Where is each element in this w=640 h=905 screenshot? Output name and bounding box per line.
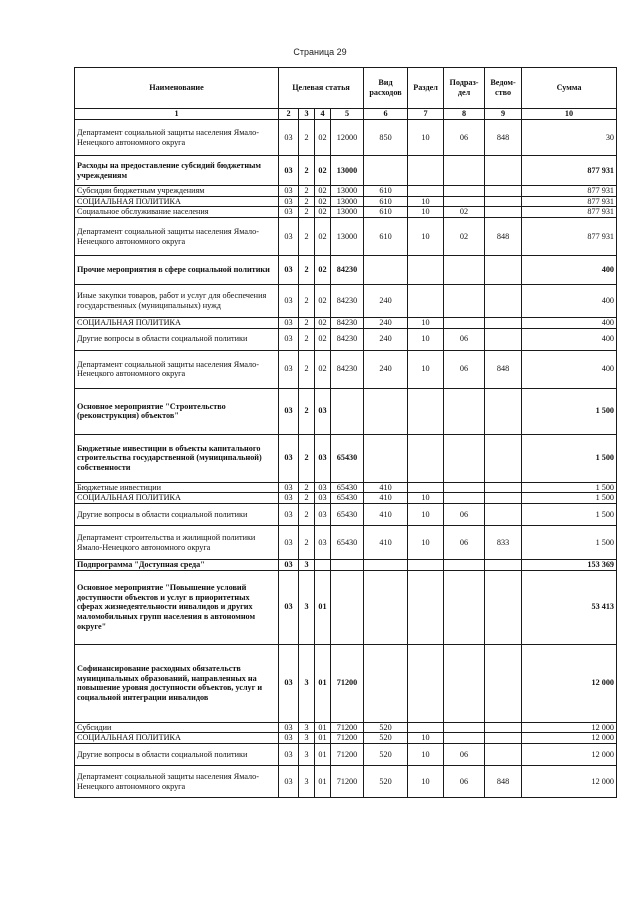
subsection [444, 196, 485, 207]
direction-code: 84230 [331, 328, 364, 350]
direction-code: 13000 [331, 186, 364, 197]
row-name: Подпрограмма "Доступная среда" [75, 560, 279, 571]
section: 10 [408, 196, 444, 207]
expense-type: 520 [364, 722, 408, 733]
subprogram-code: 2 [299, 256, 315, 285]
event-code: 01 [315, 644, 331, 722]
event-code: 02 [315, 120, 331, 156]
table-row [75, 318, 617, 329]
program-code: 03 [279, 504, 299, 526]
row-name: Бюджетные инвестиции в объекты капитального строительства государственной (муниципальной) собственности [75, 434, 279, 482]
section: 10 [408, 766, 444, 798]
direction-code: 84230 [331, 285, 364, 318]
subprogram-code: 2 [299, 526, 315, 560]
header-subsection: Подраз-дел [444, 68, 485, 109]
program-code: 03 [279, 388, 299, 434]
table-row [75, 156, 617, 186]
section [408, 570, 444, 644]
subsection: 02 [444, 207, 485, 218]
section [408, 388, 444, 434]
column-number: 4 [315, 109, 331, 120]
expense-type: 610 [364, 196, 408, 207]
table-row [75, 733, 617, 744]
department-code: 848 [485, 350, 522, 388]
subprogram-code: 2 [299, 504, 315, 526]
expense-type [364, 388, 408, 434]
subprogram-code: 2 [299, 493, 315, 504]
row-name: Основное мероприятие "Повышение условий доступности объектов и услуг в приоритетных сферах жизнедеятельности инвалидов и других маломобильных групп населения в автономном округе" [75, 570, 279, 644]
subprogram-code: 3 [299, 744, 315, 766]
subprogram-code: 2 [299, 350, 315, 388]
subprogram-code: 2 [299, 482, 315, 493]
subsection: 06 [444, 120, 485, 156]
program-code: 03 [279, 120, 299, 156]
row-name: Департамент социальной защиты населения Ямало-Ненецкого автономного округа [75, 350, 279, 388]
expense-type: 240 [364, 318, 408, 329]
event-code: 03 [315, 526, 331, 560]
program-code: 03 [279, 350, 299, 388]
section [408, 560, 444, 571]
header-section: Раздел [408, 68, 444, 109]
row-sum: 12 000 [522, 644, 617, 722]
event-code: 02 [315, 218, 331, 256]
section: 10 [408, 526, 444, 560]
direction-code [331, 560, 364, 571]
table-row [75, 560, 617, 571]
direction-code: 65430 [331, 482, 364, 493]
section: 10 [408, 218, 444, 256]
expense-type: 610 [364, 218, 408, 256]
row-name: Прочие мероприятия в сфере социальной политики [75, 256, 279, 285]
department-code [485, 207, 522, 218]
direction-code: 13000 [331, 207, 364, 218]
table-row [75, 482, 617, 493]
table-row [75, 493, 617, 504]
subprogram-code: 3 [299, 570, 315, 644]
direction-code: 84230 [331, 350, 364, 388]
expense-type: 520 [364, 744, 408, 766]
column-number: 7 [408, 109, 444, 120]
row-sum: 877 931 [522, 218, 617, 256]
expense-type [364, 256, 408, 285]
department-code [485, 560, 522, 571]
table-row [75, 504, 617, 526]
department-code [485, 744, 522, 766]
section [408, 186, 444, 197]
table-row [75, 570, 617, 644]
table-row [75, 388, 617, 434]
table-row [75, 196, 617, 207]
event-code: 02 [315, 285, 331, 318]
subsection [444, 285, 485, 318]
budget-table [74, 67, 617, 798]
table-row [75, 285, 617, 318]
department-code [485, 388, 522, 434]
row-sum: 400 [522, 318, 617, 329]
table-row [75, 328, 617, 350]
row-name: Другие вопросы в области социальной политики [75, 504, 279, 526]
subprogram-code: 2 [299, 285, 315, 318]
section [408, 256, 444, 285]
column-number-row [75, 109, 617, 120]
section: 10 [408, 733, 444, 744]
row-name: Социальное обслуживание населения [75, 207, 279, 218]
expense-type: 520 [364, 766, 408, 798]
program-code: 03 [279, 434, 299, 482]
subsection: 06 [444, 504, 485, 526]
header-department: Ведом-ство [485, 68, 522, 109]
column-number: 9 [485, 109, 522, 120]
row-name: Субсидии бюджетным учреждениям [75, 186, 279, 197]
expense-type [364, 434, 408, 482]
section: 10 [408, 318, 444, 329]
subsection [444, 256, 485, 285]
row-sum: 53 413 [522, 570, 617, 644]
header-name: Наименование [75, 68, 279, 109]
row-name: Бюджетные инвестиции [75, 482, 279, 493]
table-row [75, 120, 617, 156]
section [408, 722, 444, 733]
program-code: 03 [279, 766, 299, 798]
section [408, 434, 444, 482]
subsection [444, 560, 485, 571]
section: 10 [408, 207, 444, 218]
department-code [485, 434, 522, 482]
direction-code: 13000 [331, 218, 364, 256]
section: 10 [408, 120, 444, 156]
expense-type: 410 [364, 493, 408, 504]
row-sum: 12 000 [522, 733, 617, 744]
page-number: Страница 29 [293, 47, 347, 57]
direction-code: 65430 [331, 493, 364, 504]
direction-code: 12000 [331, 120, 364, 156]
row-name: Другие вопросы в области социальной политики [75, 328, 279, 350]
event-code: 02 [315, 186, 331, 197]
row-sum: 1 500 [522, 493, 617, 504]
expense-type: 240 [364, 350, 408, 388]
row-sum: 877 931 [522, 196, 617, 207]
department-code [485, 256, 522, 285]
section [408, 482, 444, 493]
subprogram-code: 2 [299, 434, 315, 482]
program-code: 03 [279, 207, 299, 218]
expense-type: 240 [364, 328, 408, 350]
row-name: Департамент социальной защиты населения Ямало-Ненецкого автономного округа [75, 120, 279, 156]
direction-code: 13000 [331, 196, 364, 207]
row-name: СОЦИАЛЬНАЯ ПОЛИТИКА [75, 733, 279, 744]
department-code [485, 285, 522, 318]
expense-type: 610 [364, 207, 408, 218]
direction-code: 65430 [331, 504, 364, 526]
subsection: 06 [444, 526, 485, 560]
department-code [485, 504, 522, 526]
row-name: Иные закупки товаров, работ и услуг для обеспечения государственных (муниципальных) нужд [75, 285, 279, 318]
table-row [75, 744, 617, 766]
column-number: 3 [299, 109, 315, 120]
subprogram-code: 3 [299, 560, 315, 571]
program-code: 03 [279, 560, 299, 571]
subsection [444, 644, 485, 722]
subsection: 06 [444, 328, 485, 350]
row-name: Департамент социальной защиты населения Ямало-Ненецкого автономного округа [75, 766, 279, 798]
section [408, 285, 444, 318]
section [408, 644, 444, 722]
subsection [444, 722, 485, 733]
table-row [75, 218, 617, 256]
section: 10 [408, 744, 444, 766]
row-sum: 400 [522, 285, 617, 318]
program-code: 03 [279, 733, 299, 744]
table-row [75, 186, 617, 197]
subprogram-code: 2 [299, 196, 315, 207]
row-sum: 153 369 [522, 560, 617, 571]
department-code [485, 733, 522, 744]
department-code: 848 [485, 218, 522, 256]
subsection: 02 [444, 218, 485, 256]
row-name: СОЦИАЛЬНАЯ ПОЛИТИКА [75, 318, 279, 329]
row-name: Субсидии [75, 722, 279, 733]
row-name: Департамент социальной защиты населения Ямало-Ненецкого автономного округа [75, 218, 279, 256]
row-sum: 400 [522, 256, 617, 285]
program-code: 03 [279, 482, 299, 493]
row-sum: 12 000 [522, 722, 617, 733]
subprogram-code: 3 [299, 733, 315, 744]
department-code [485, 722, 522, 733]
event-code: 01 [315, 733, 331, 744]
subsection [444, 493, 485, 504]
subsection [444, 388, 485, 434]
department-code [485, 318, 522, 329]
event-code: 02 [315, 328, 331, 350]
program-code: 03 [279, 722, 299, 733]
row-sum: 12 000 [522, 766, 617, 798]
expense-type [364, 570, 408, 644]
row-name: СОЦИАЛЬНАЯ ПОЛИТИКА [75, 493, 279, 504]
subsection: 06 [444, 350, 485, 388]
subprogram-code: 2 [299, 318, 315, 329]
direction-code: 71200 [331, 744, 364, 766]
subsection [444, 318, 485, 329]
event-code: 03 [315, 482, 331, 493]
row-sum: 1 500 [522, 526, 617, 560]
direction-code: 13000 [331, 156, 364, 186]
program-code: 03 [279, 256, 299, 285]
program-code: 03 [279, 570, 299, 644]
expense-type [364, 560, 408, 571]
department-code [485, 186, 522, 197]
column-number: 6 [364, 109, 408, 120]
row-name: Департамент строительства и жилищной политики Ямало-Ненецкого автономного округа [75, 526, 279, 560]
subprogram-code: 2 [299, 186, 315, 197]
event-code [315, 560, 331, 571]
department-code [485, 644, 522, 722]
department-code [485, 482, 522, 493]
event-code: 03 [315, 434, 331, 482]
subprogram-code: 3 [299, 644, 315, 722]
department-code [485, 570, 522, 644]
subprogram-code: 2 [299, 218, 315, 256]
subprogram-code: 2 [299, 156, 315, 186]
row-sum: 12 000 [522, 744, 617, 766]
column-number: 2 [279, 109, 299, 120]
header-target-article: Целевая статья [279, 68, 364, 109]
row-sum: 30 [522, 120, 617, 156]
row-sum: 1 500 [522, 482, 617, 493]
event-code: 03 [315, 504, 331, 526]
column-number: 10 [522, 109, 617, 120]
subsection [444, 156, 485, 186]
table-row [75, 526, 617, 560]
section: 10 [408, 493, 444, 504]
subprogram-code: 2 [299, 328, 315, 350]
subsection [444, 482, 485, 493]
subsection: 06 [444, 744, 485, 766]
subsection [444, 733, 485, 744]
department-code: 848 [485, 120, 522, 156]
subsection [444, 434, 485, 482]
event-code: 02 [315, 196, 331, 207]
row-name: Расходы на предоставление субсидий бюджетным учреждениям [75, 156, 279, 186]
program-code: 03 [279, 218, 299, 256]
row-name: Основное мероприятие "Строительство (реконструкция) объектов" [75, 388, 279, 434]
section: 10 [408, 504, 444, 526]
program-code: 03 [279, 493, 299, 504]
program-code: 03 [279, 196, 299, 207]
program-code: 03 [279, 318, 299, 329]
expense-type: 850 [364, 120, 408, 156]
program-code: 03 [279, 285, 299, 318]
event-code: 01 [315, 766, 331, 798]
department-code [485, 156, 522, 186]
direction-code: 65430 [331, 526, 364, 560]
expense-type: 520 [364, 733, 408, 744]
event-code: 02 [315, 156, 331, 186]
subsection [444, 186, 485, 197]
row-sum: 400 [522, 328, 617, 350]
department-code: 833 [485, 526, 522, 560]
row-sum: 1 500 [522, 388, 617, 434]
program-code: 03 [279, 526, 299, 560]
expense-type: 410 [364, 482, 408, 493]
direction-code: 65430 [331, 434, 364, 482]
subprogram-code: 3 [299, 766, 315, 798]
event-code: 01 [315, 570, 331, 644]
column-number: 8 [444, 109, 485, 120]
column-number: 1 [75, 109, 279, 120]
event-code: 03 [315, 493, 331, 504]
direction-code: 71200 [331, 722, 364, 733]
row-sum: 1 500 [522, 504, 617, 526]
program-code: 03 [279, 156, 299, 186]
event-code: 03 [315, 388, 331, 434]
subsection: 06 [444, 766, 485, 798]
direction-code [331, 388, 364, 434]
expense-type: 610 [364, 186, 408, 197]
expense-type: 410 [364, 526, 408, 560]
department-code [485, 196, 522, 207]
department-code: 848 [485, 766, 522, 798]
subsection [444, 570, 485, 644]
department-code [485, 493, 522, 504]
row-name: Другие вопросы в области социальной политики [75, 744, 279, 766]
table-row [75, 256, 617, 285]
section: 10 [408, 328, 444, 350]
event-code: 01 [315, 744, 331, 766]
event-code: 01 [315, 722, 331, 733]
table-row [75, 207, 617, 218]
subprogram-code: 2 [299, 120, 315, 156]
subprogram-code: 3 [299, 722, 315, 733]
subprogram-code: 2 [299, 388, 315, 434]
program-code: 03 [279, 744, 299, 766]
header-expense-type: Вид расходов [364, 68, 408, 109]
table-row [75, 350, 617, 388]
expense-type: 410 [364, 504, 408, 526]
header-sum: Сумма [522, 68, 617, 109]
expense-type [364, 644, 408, 722]
table-row [75, 766, 617, 798]
table-row [75, 434, 617, 482]
direction-code: 71200 [331, 766, 364, 798]
program-code: 03 [279, 328, 299, 350]
direction-code [331, 570, 364, 644]
row-sum: 400 [522, 350, 617, 388]
direction-code: 71200 [331, 644, 364, 722]
program-code: 03 [279, 644, 299, 722]
table-row [75, 722, 617, 733]
table-row [75, 644, 617, 722]
row-sum: 1 500 [522, 434, 617, 482]
direction-code: 84230 [331, 256, 364, 285]
event-code: 02 [315, 207, 331, 218]
row-sum: 877 931 [522, 207, 617, 218]
program-code: 03 [279, 186, 299, 197]
direction-code: 71200 [331, 733, 364, 744]
column-number: 5 [331, 109, 364, 120]
subprogram-code: 2 [299, 207, 315, 218]
department-code [485, 328, 522, 350]
direction-code: 84230 [331, 318, 364, 329]
event-code: 02 [315, 318, 331, 329]
row-sum: 877 931 [522, 156, 617, 186]
expense-type: 240 [364, 285, 408, 318]
row-name: СОЦИАЛЬНАЯ ПОЛИТИКА [75, 196, 279, 207]
row-name: Софинансирование расходных обязательств муниципальных образований, направленных на повышение уровня доступности объектов, услуг и социальной интеграции инвалидов [75, 644, 279, 722]
section: 10 [408, 350, 444, 388]
event-code: 02 [315, 350, 331, 388]
row-sum: 877 931 [522, 186, 617, 197]
expense-type [364, 156, 408, 186]
event-code: 02 [315, 256, 331, 285]
section [408, 156, 444, 186]
